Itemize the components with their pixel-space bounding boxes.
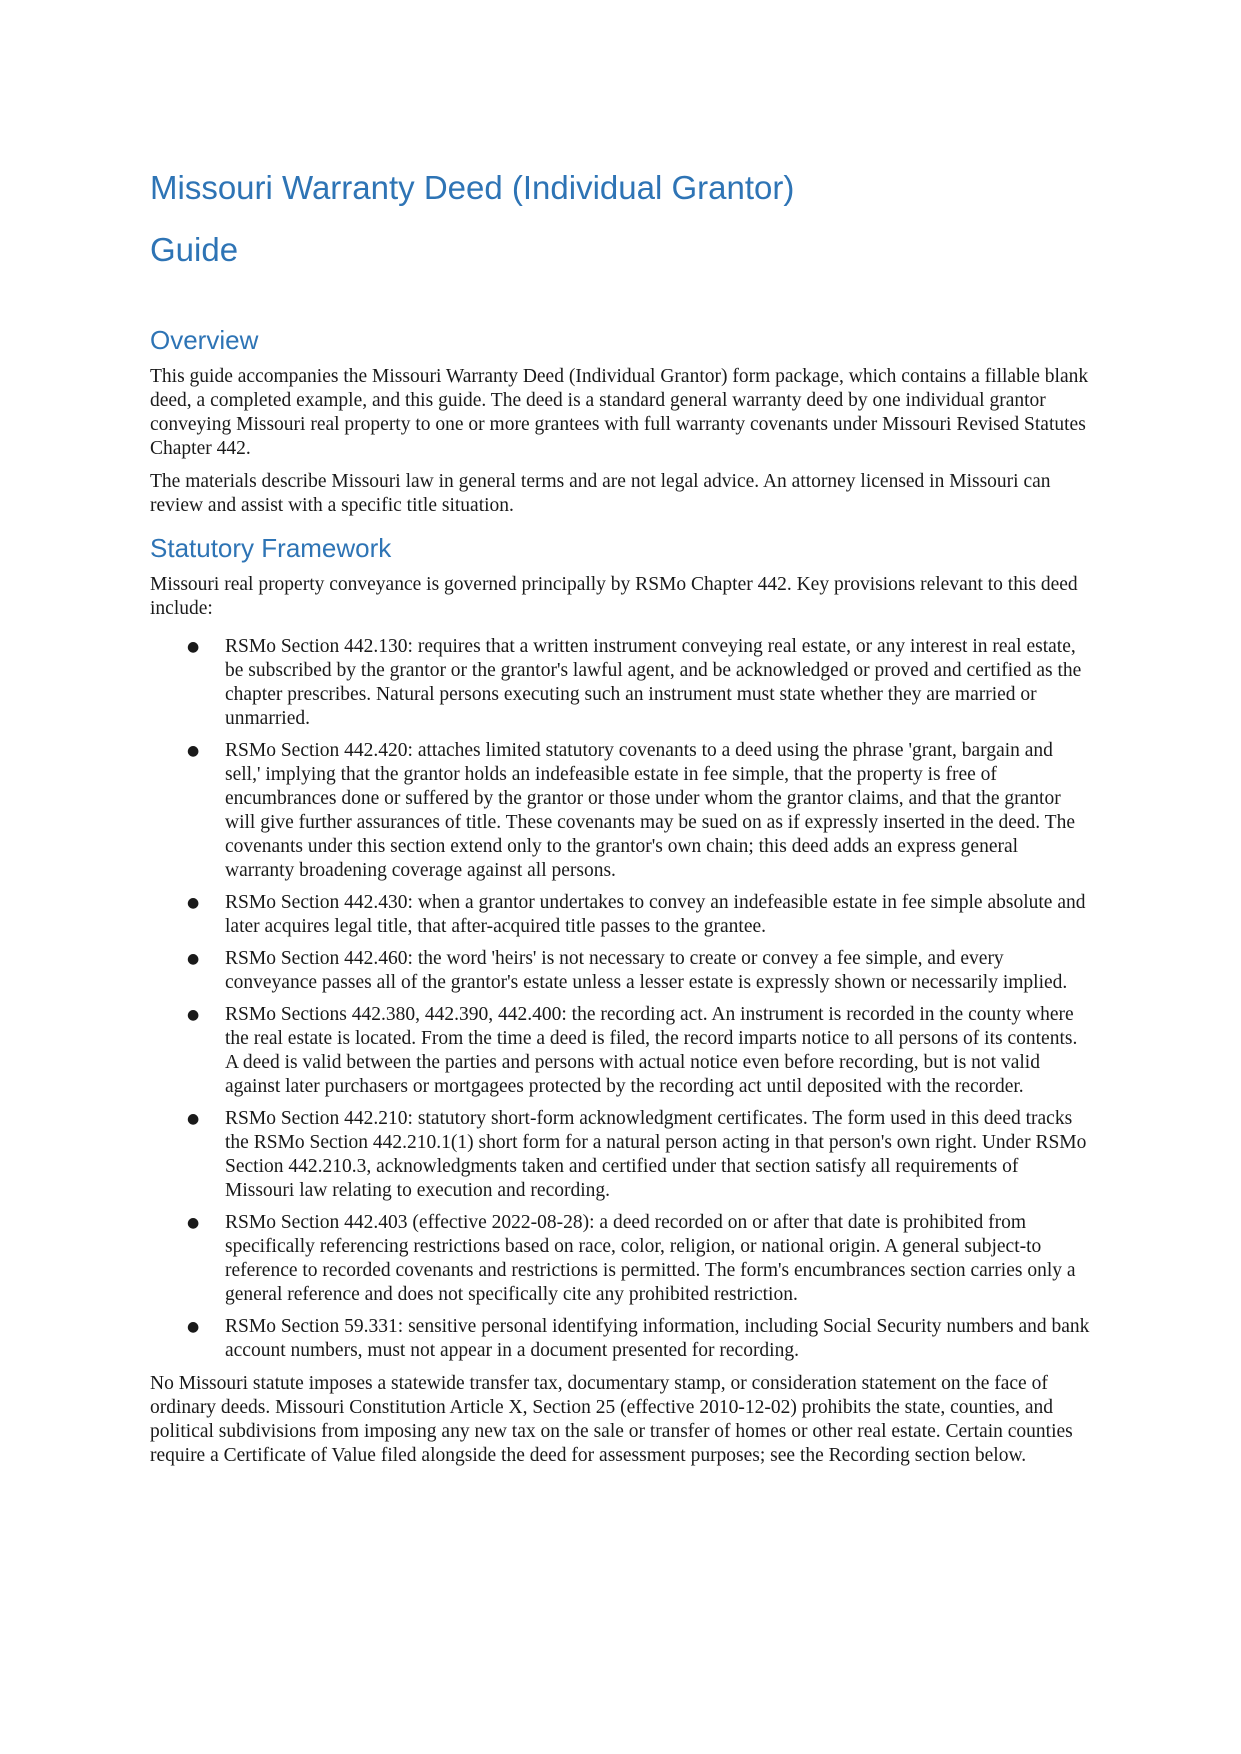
- statute-item-text: RSMo Section 442.420: attaches limited statutory covenants to a deed using the phrase 'grant, bargain and sell,' implying that the grantor holds an indefeasible estate in fee simple, that the property is free of encumbrances done or suffered by the grantor or those under whom the grantor claims, and that the grantor will give further assurances of title. These covenants may be sued on as if expressly inserted in the deed. The covenants under this section extend only to the grantor's own chain; this deed adds an express general warranty broadening coverage against all persons.: [225, 740, 1075, 881]
- bullet-icon: ●: [187, 639, 200, 655]
- bullet-icon: ●: [187, 1007, 200, 1023]
- statutory-framework-section: [150, 532, 1090, 1468]
- overview-paragraph-1: This guide accompanies the Missouri Warranty Deed (Individual Grantor) form package, which contains a fillable blank deed, a completed example, and this guide. The deed is a standard general warranty deed by one individual grantor conveying Missouri real property to one or more grantees with full warranty covenants under Missouri Revised Statutes Chapter 442.: [150, 366, 1089, 459]
- statute-item-442-460: [150, 947, 1090, 995]
- statute-list: [150, 635, 1090, 1363]
- bullet-icon: ●: [187, 1319, 200, 1335]
- statute-item-59-331: [150, 1315, 1090, 1363]
- statute-item-442-430: [150, 891, 1090, 939]
- statute-item-text: RSMo Section 442.430: when a grantor undertakes to convey an indefeasible estate in fee simple absolute and later acquires legal title, that after-acquired title passes to the grantee.: [225, 892, 1086, 937]
- document-page: [150, 168, 1090, 1477]
- statutory-framework-heading: Statutory Framework: [150, 533, 392, 563]
- statute-item-text: RSMo Section 442.130: requires that a written instrument conveying real estate, or any interest in real estate, be subscribed by the grantor or the grantor's lawful agent, and be acknowledged or proved and certified as the chapter prescribes. Natural persons executing such an instrument must state whether they are married or unmarried.: [225, 636, 1082, 729]
- statute-item-text: RSMo Section 442.460: the word 'heirs' is not necessary to create or convey a fee simple, and every conveyance passes all of the grantor's estate unless a lesser estate is expressly shown or necessarily implied.: [225, 948, 1068, 993]
- overview-paragraph-2: The materials describe Missouri law in general terms and are not legal advice. An attorney licensed in Missouri can review and assist with a specific title situation.: [150, 471, 1051, 516]
- bullet-icon: ●: [187, 951, 200, 967]
- document-subtitle: Guide: [150, 231, 239, 268]
- bullet-icon: ●: [187, 743, 200, 759]
- statutory-framework-intro: Missouri real property conveyance is governed principally by RSMo Chapter 442. Key provisions relevant to this deed include:: [150, 574, 1078, 619]
- statute-item-text: RSMo Sections 442.380, 442.390, 442.400: the recording act. An instrument is recorded in the county where the real estate is located. From the time a deed is filed, the record imparts notice to all persons of its contents. A deed is valid between the parties and persons with actual notice even before recording, but is not valid against later purchasers or mortgagees protected by the recording act until deposited with the recorder.: [225, 1004, 1078, 1097]
- bullet-icon: ●: [187, 1111, 200, 1127]
- statute-item-442-210: [150, 1107, 1090, 1203]
- statute-item-text: RSMo Section 59.331: sensitive personal identifying information, including Social Security numbers and bank account numbers, must not appear in a document presented for recording.: [225, 1316, 1090, 1361]
- statute-item-442-420: [150, 739, 1090, 883]
- overview-section: [150, 324, 1090, 518]
- statute-item-text: RSMo Section 442.210: statutory short-form acknowledgment certificates. The form used in this deed tracks the RSMo Section 442.210.1(1) short form for a natural person acting in that person's own right. Under RSMo Section 442.210.3, acknowledgments taken and certified under that section satisfy all requirements of Missouri law relating to execution and recording.: [225, 1108, 1087, 1201]
- overview-heading: Overview: [150, 325, 259, 355]
- statute-item-recording-act: [150, 1003, 1090, 1099]
- document-title: Missouri Warranty Deed (Individual Grantor): [150, 169, 795, 206]
- statute-item-442-403: [150, 1211, 1090, 1307]
- statutory-framework-closing: No Missouri statute imposes a statewide transfer tax, documentary stamp, or consideration statement on the face of ordinary deeds. Missouri Constitution Article X, Section 25 (effective 2010-12-02) prohibits the state, counties, and political subdivisions from imposing any new tax on the sale or transfer of homes or other real estate. Certain counties require a Certificate of Value filed alongside the deed for assessment purposes; see the Recording section below.: [150, 1373, 1073, 1466]
- statute-item-442-130: [150, 635, 1090, 731]
- statute-item-text: RSMo Section 442.403 (effective 2022-08-28): a deed recorded on or after that date is prohibited from specifically referencing restrictions based on race, color, religion, or national origin. A general subject-to reference to recorded covenants and restrictions is permitted. The form's encumbrances section carries only a general reference and does not specifically cite any prohibited restriction.: [225, 1212, 1076, 1305]
- bullet-icon: ●: [187, 895, 200, 911]
- bullet-icon: ●: [187, 1215, 200, 1231]
